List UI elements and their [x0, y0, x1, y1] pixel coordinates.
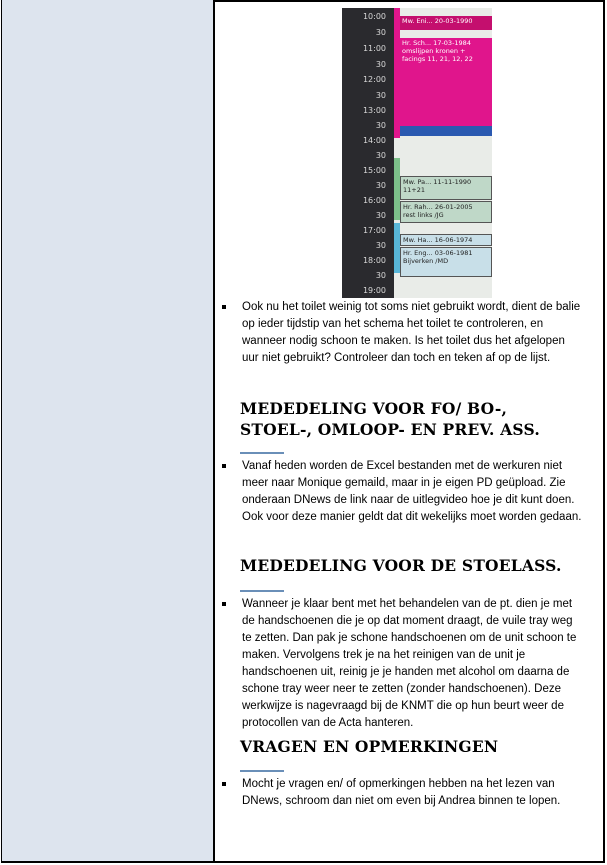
event-title: Mw. Pa... 11-11-1990 — [403, 178, 472, 186]
time-label: 30 — [375, 181, 386, 190]
calendar-event — [400, 234, 492, 246]
time-label: 30 — [375, 151, 386, 160]
calendar-photo — [342, 8, 492, 298]
heading-underline — [240, 590, 284, 592]
time-label: 15:00 — [362, 166, 386, 175]
time-label: 30 — [375, 241, 386, 250]
calendar-event — [400, 126, 492, 136]
list-item-text: Wanneer je klaar bent met het behandelen van de pt. dien je met de handschoenen die je op dat moment draagt, de vuile tray weg te zetten. Dan pak je schone handschoenen om de unit schoon te maken. Vervolgens trek je na het reinigen van de unit je handschoenen uit, reinig je je handen met alcohol om daarna de schone tray weer neer te zetten (zonder handschoenen). Deze werkwijze is nagevraagd bij de KNMT die op hun beurt weer de protocollen van de Acta hanteren. — [242, 598, 577, 729]
calendar-event — [400, 247, 492, 277]
event-note: omslijpen kronen + facings 11, 21, 12, 22 — [402, 47, 473, 63]
time-label: 30 — [375, 28, 386, 37]
time-label: 18:00 — [362, 256, 386, 265]
time-label: 30 — [375, 121, 386, 130]
time-label: 30 — [375, 91, 386, 100]
time-label: 30 — [375, 271, 386, 280]
calendar-event — [400, 201, 492, 223]
list-item — [242, 299, 584, 367]
bullet-icon — [222, 596, 228, 606]
event-title: Hr. Rah... 26-01-2005 — [403, 203, 473, 211]
event-title: Mw. Eni... 20-03-1990 — [402, 17, 473, 25]
calendar-grid — [394, 8, 492, 298]
section-heading — [240, 398, 540, 440]
list-item — [242, 776, 584, 810]
time-label: 19:00 — [362, 286, 386, 295]
bullet-icon — [222, 458, 228, 468]
event-title: Hr. Sch... 17-03-1984 — [402, 39, 471, 47]
event-note: rest links /JG — [403, 211, 444, 219]
calendar-event — [400, 176, 492, 200]
time-label: 30 — [375, 60, 386, 69]
heading-line: MEDEDELING VOOR FO/ BO-, — [240, 399, 508, 418]
bullet-icon — [222, 776, 228, 786]
calendar-time-column — [342, 8, 394, 298]
sidebar-panel — [2, 0, 215, 861]
bullet-icon — [222, 299, 228, 309]
event-note: Bijverken /MD — [403, 257, 449, 265]
time-label: 10:00 — [362, 12, 386, 21]
time-label: 17:00 — [362, 226, 386, 235]
event-title: Mw. Ha... 16-06-1974 — [403, 236, 473, 244]
time-label: 16:00 — [362, 196, 386, 205]
time-label: 30 — [375, 211, 386, 220]
heading-line: STOEL-, OMLOOP- EN PREV. ASS. — [240, 420, 540, 439]
calendar-event — [400, 16, 492, 30]
time-label: 13:00 — [362, 106, 386, 115]
section-heading: MEDEDELING VOOR DE STOELASS. — [240, 556, 562, 575]
content-column — [216, 0, 603, 861]
list-item — [242, 596, 584, 732]
list-item — [242, 458, 584, 526]
time-label: 11:00 — [362, 44, 386, 53]
list-item-text: Mocht je vragen en/ of opmerkingen hebben na het lezen van DNews, schroom dan niet om even bij Andrea binnen te lopen. — [242, 778, 561, 807]
list-item-text: Ook nu het toilet weinig tot soms niet gebruikt wordt, dient de balie op ieder tijdstip van het schema het toilet te controleren, en wanneer nodig schoon te maken. Is het toilet dus het afgelopen uur niet gebruikt? Controleer dan toch en teken af op de lijst. — [242, 301, 581, 364]
calendar-event — [400, 38, 492, 136]
list-item-text: Vanaf heden worden de Excel bestanden met de werkuren niet meer naar Monique gemaild, maar in je eigen PD geüpload. Zie onderaan DNews de link naar de uitlegvideo hoe je dit kunt doen. Ook voor deze manier geldt dat dit wekelijks moet worden gedaan. — [242, 460, 582, 523]
event-title: Hr. Eng... 03-06-1981 — [403, 249, 473, 257]
heading-underline — [240, 770, 284, 772]
time-label: 14:00 — [362, 136, 386, 145]
heading-underline — [240, 452, 284, 454]
event-note: 11+21 — [403, 186, 425, 194]
section-heading: VRAGEN EN OPMERKINGEN — [240, 737, 499, 756]
time-label: 12:00 — [362, 75, 386, 84]
